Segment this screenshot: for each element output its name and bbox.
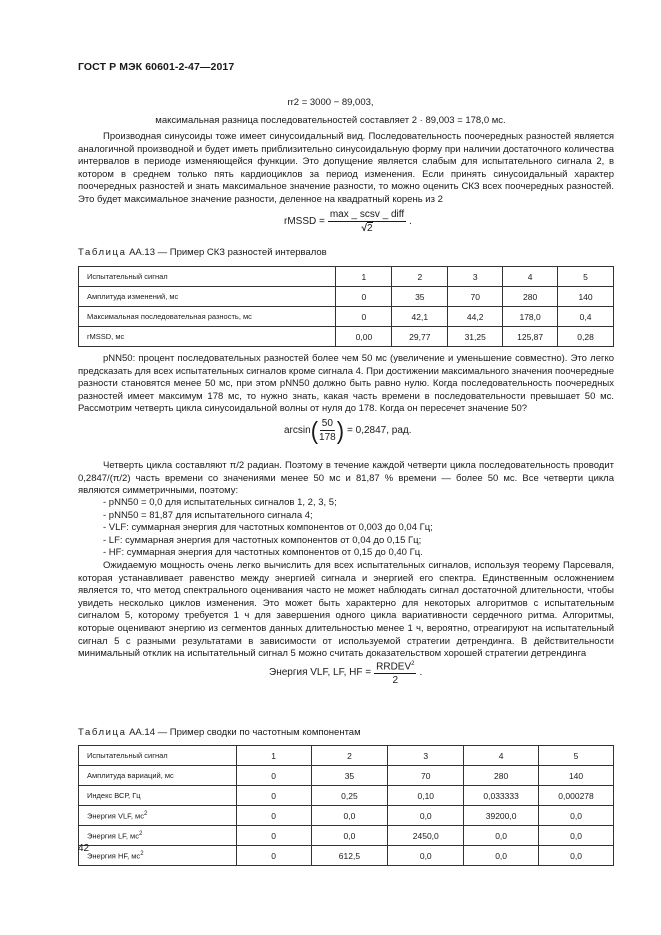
row-label-cell bbox=[79, 766, 237, 786]
value-cell: 0,0 bbox=[539, 826, 614, 846]
value-cell: 0 bbox=[236, 786, 311, 806]
row-label: Энергия HF, мс bbox=[87, 851, 141, 861]
rmssd-formula-end: . bbox=[409, 216, 412, 227]
table-aa14-caption bbox=[78, 727, 361, 738]
row-label-cell bbox=[79, 267, 336, 287]
rmssd-formula-numerator: max _ scsv _ diff bbox=[329, 209, 405, 220]
value-cell: 178,0 bbox=[503, 307, 558, 327]
arcsin-formula-lhs: arcsin bbox=[284, 425, 311, 436]
value-cell: 0 bbox=[236, 766, 311, 786]
row-label-cell bbox=[79, 307, 336, 327]
value-cell: 1 bbox=[336, 267, 392, 287]
table-row bbox=[79, 786, 614, 806]
row-label: Испытательный сигнал bbox=[87, 272, 168, 281]
value-cell: 0,10 bbox=[388, 786, 464, 806]
value-cell: 0,0 bbox=[464, 846, 539, 866]
value-cell: 0,0 bbox=[388, 806, 464, 826]
row-label-superscript: 2 bbox=[143, 810, 148, 817]
value-cell: 140 bbox=[539, 766, 614, 786]
value-cell: 2 bbox=[311, 746, 388, 766]
value-cell: 0 bbox=[236, 806, 311, 826]
energy-formula-numerator: RRDEV bbox=[376, 661, 412, 673]
table-aa13-caption-prefix: Таблица bbox=[78, 247, 127, 258]
rr2-equation: rr2 = 3000 − 89,003, bbox=[287, 97, 374, 108]
value-cell: 0,25 bbox=[311, 786, 388, 806]
table-row bbox=[79, 267, 614, 287]
value-cell: 280 bbox=[503, 287, 558, 307]
row-label: rMSSD, мс bbox=[87, 332, 125, 341]
value-cell: 5 bbox=[539, 746, 614, 766]
table-aa13 bbox=[78, 266, 614, 347]
row-label-superscript: 2 bbox=[138, 830, 143, 837]
value-cell: 4 bbox=[503, 267, 558, 287]
paragraph-quarter-cycle: Четверть цикла составляют π/2 радиан. Поэтому в течение каждой четверти цикла последовательность проводит 0,2847/(π/2) часть времени со значениями менее 50 мс и 81,87 % времени — более 50 мс. Все четверти цикла являются симметричными, поэтому: bbox=[78, 460, 614, 497]
list-item: - pNN50 = 0,0 для испытательных сигналов 1, 2, 3, 5; bbox=[103, 497, 337, 508]
table-row bbox=[79, 307, 614, 327]
arcsin-formula-rhs: = 0,2847, рад. bbox=[347, 425, 412, 436]
list-item: - pNN50 = 81,87 для испытательного сигнала 4; bbox=[103, 509, 313, 521]
value-cell: 0 bbox=[236, 826, 311, 846]
value-cell: 2450,0 bbox=[388, 826, 464, 846]
document-header: ГОСТ Р МЭК 60601-2-47—2017 bbox=[78, 61, 235, 73]
value-cell: 1 bbox=[236, 746, 311, 766]
table-row bbox=[79, 746, 614, 766]
value-cell: 31,25 bbox=[448, 327, 503, 347]
table-aa13-caption-text: АА.13 — Пример СКЗ разностей интервалов bbox=[129, 247, 327, 258]
energy-formula bbox=[269, 659, 422, 686]
value-cell: 0,4 bbox=[558, 307, 614, 327]
table-row bbox=[79, 846, 614, 866]
value-cell: 5 bbox=[558, 267, 614, 287]
energy-formula-denominator: 2 bbox=[392, 675, 399, 687]
value-cell: 0,0 bbox=[539, 846, 614, 866]
value-cell: 39200,0 bbox=[464, 806, 539, 826]
value-cell: 70 bbox=[388, 766, 464, 786]
value-cell: 0,0 bbox=[311, 826, 388, 846]
value-cell: 0,0 bbox=[311, 806, 388, 826]
value-cell: 140 bbox=[558, 287, 614, 307]
table-row bbox=[79, 287, 614, 307]
value-cell: 35 bbox=[311, 766, 388, 786]
value-cell: 70 bbox=[448, 287, 503, 307]
value-cell: 44,2 bbox=[448, 307, 503, 327]
rmssd-formula-lhs: rMSSD = bbox=[284, 216, 325, 227]
paragraph-derivative: Производная синусоиды тоже имеет синусоидальный вид. Последовательность поочередных разностей является аналогичной производной и будет иметь приблизительно синусоидальную форму при наличии достаточного количества интервалов в периоде изменяющейся функции. Это допущение является слабым для испытательного сигнала 2, в котором в среднем только пять кардиоциклов за период изменения. Если принять синусоидальный характер поочередных разностей и знать максимальное значение разности, то можно оценить СКЗ всех поочередных разностей. Это будет максимальное значение разности, деленное на квадратный корень из 2 bbox=[78, 131, 614, 205]
energy-formula-end: . bbox=[419, 667, 423, 679]
energy-formula-lhs: Энергия VLF, LF, HF = bbox=[269, 667, 372, 679]
value-cell: 42,1 bbox=[392, 307, 448, 327]
table-aa14 bbox=[78, 745, 614, 866]
value-cell: 4 bbox=[464, 746, 539, 766]
row-label-cell bbox=[79, 826, 237, 846]
value-cell: 3 bbox=[448, 267, 503, 287]
arcsin-formula-denominator: 178 bbox=[319, 432, 336, 443]
table-row bbox=[79, 806, 614, 826]
value-cell: 0,000278 bbox=[539, 786, 614, 806]
value-cell: 0 bbox=[236, 846, 311, 866]
row-label: Амплитуда изменений, мс bbox=[87, 292, 179, 301]
arcsin-formula-numerator: 50 bbox=[321, 418, 333, 429]
value-cell: 2 bbox=[392, 267, 448, 287]
value-cell: 125,87 bbox=[503, 327, 558, 347]
table-row bbox=[79, 327, 614, 347]
value-cell: 0,0 bbox=[539, 806, 614, 826]
value-cell: 0,0 bbox=[388, 846, 464, 866]
row-label: Энергия VLF, мс bbox=[87, 811, 144, 821]
row-label-cell bbox=[79, 806, 237, 826]
table-row bbox=[79, 766, 614, 786]
row-label-cell bbox=[79, 846, 237, 866]
paragraph-parseval: Ожидаемую мощность очень легко вычислить для всех испытательных сигналов, используя теорему Парсеваля, которая устанавливает равенство между энергией сигнала и энергией его спектра. Единственным осложнением является то, что метод спектрального оценивания часто не может наблюдать сигнал достаточной длительности, чтобы увидеть несколько циклов изменения. Это может быть характерно для некоторых алгоритмов с испытательным сигналом 5, которому требуется 1 ч для завершения одного цикла вариативности сердечного ритма. Алгоритмы, которые оценивают энергию из сегментов данных длительностью менее 1 ч, вероятно, отреагируют на испытательный сигнал 5 с разными результатами в зависимости от используемой стратегии детрендинга. В действительности минимальный отклик на испытательный сигнал 5 можно считать доказательством хорошей стратегии детрендинга bbox=[78, 560, 614, 660]
paragraph-pnn50: pNN50: процент последовательных разностей более чем 50 мс (увеличение и уменьшение совместно). Это легко предсказать для всех испытательных сигналов кроме сигнала 4. При достижении максимального значения поочередные разности становятся менее 50 мс, при этом pNN50 должно быть равно нулю. Когда последовательность поочередных разностей имеет максимум 178 мс, то нужно знать, какая часть времени в последовательности превышает 50 мс. Рассмотрим четверть цикла синусоидальной волны от нуля до 178. Когда он пересечет значение 50? bbox=[78, 353, 614, 415]
row-label: Максимальная последовательная разность, мс bbox=[87, 312, 252, 321]
value-cell: 0,00 bbox=[336, 327, 392, 347]
value-cell: 280 bbox=[464, 766, 539, 786]
table-aa14-caption-text: АА.14 — Пример сводки по частотным компонентам bbox=[129, 727, 361, 738]
value-cell: 0,28 bbox=[558, 327, 614, 347]
value-cell: 0 bbox=[336, 307, 392, 327]
results-list bbox=[103, 497, 433, 560]
max-difference-line: максимальная разница последовательностей составляет 2 · 89,003 = 178,0 мс. bbox=[155, 115, 506, 126]
row-label-cell bbox=[79, 786, 237, 806]
row-label-cell bbox=[79, 327, 336, 347]
row-label: Индекс ВСР, Гц bbox=[87, 791, 141, 800]
list-item: - HF: суммарная энергия для частотных компонентов от 0,15 до 0,40 Гц. bbox=[103, 547, 423, 559]
value-cell: 29,77 bbox=[392, 327, 448, 347]
row-label: Энергия LF, мс bbox=[87, 831, 139, 841]
page-number: 42 bbox=[78, 843, 90, 854]
value-cell: 35 bbox=[392, 287, 448, 307]
arcsin-formula: arcsin ( $\frac{50}{178}$ ) = 0,2847, рад. bbox=[284, 415, 412, 445]
row-label: Испытательный сигнал bbox=[87, 751, 168, 760]
row-label-superscript: 2 bbox=[140, 850, 144, 857]
table-aa14-caption-prefix: Таблица bbox=[78, 727, 127, 738]
rmssd-formula: rMSSD = $\frac{\text{max \_ scsv \_ diff}}{√2}$ . bbox=[284, 209, 412, 234]
value-cell: 3 bbox=[388, 746, 464, 766]
value-cell: 0,0 bbox=[464, 826, 539, 846]
table-row bbox=[79, 826, 614, 846]
table-aa13-caption bbox=[78, 247, 327, 258]
value-cell: 612,5 bbox=[311, 846, 388, 866]
value-cell: 0,033333 bbox=[464, 786, 539, 806]
energy-formula-numerator-sup: 2 bbox=[411, 661, 415, 667]
rmssd-formula-denominator: 2 bbox=[366, 223, 373, 234]
row-label-cell bbox=[79, 746, 237, 766]
list-item: - LF: суммарная энергия для частотных компонентов от 0,04 до 0,15 Гц; bbox=[103, 534, 422, 546]
row-label: Амплитуда вариаций, мс bbox=[87, 771, 174, 780]
row-label-cell bbox=[79, 287, 336, 307]
list-item: - VLF: суммарная энергия для частотных компонентов от 0,003 до 0,04 Гц; bbox=[103, 522, 433, 534]
value-cell: 0 bbox=[336, 287, 392, 307]
